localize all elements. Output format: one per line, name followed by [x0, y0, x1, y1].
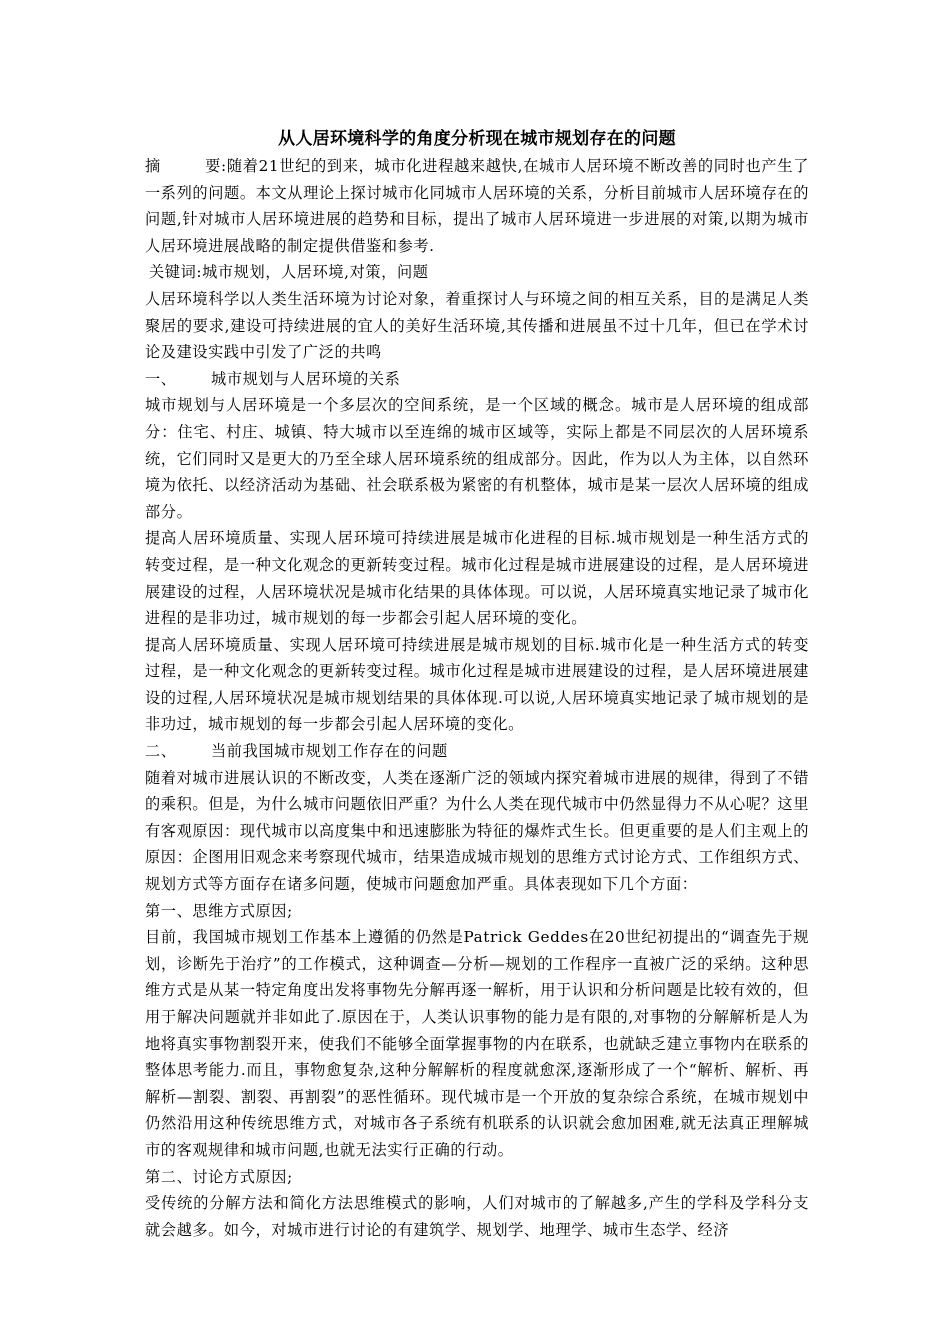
abstract-text: 随着21世纪的到来，城市化进程越来越快,在城市人居环境不断改善的同时也产生了一系列的问题。本文从理论上探讨城市化同城市人居环境的关系，分析目前城市人居环境存在的问题,针对城市人居环境进展的趋势和目标，提出了城市人居环境进一步进展的对策,以期为城市人居环境进展战略的制定提供借鉴和参考.: [145, 157, 809, 255]
subsection-2-heading: 第二、讨论方式原因;: [145, 1167, 293, 1186]
intro-paragraph: 人居环境科学以人类生活环境为讨论对象，着重探讨人与环境之间的相互关系，目的是满足人类聚居的要求,建设可持续进展的宜人的美好生活环境,其传播和进展虽不过十几年，但已在学术讨论及建设实践中引发了广泛的共鸣: [145, 289, 809, 362]
section-2-paragraph-1: 随着对城市进展认识的不断改变，人类在逐渐广泛的领域内探究着城市进展的规律，得到了不错的乘积。但是，为什么城市问题依旧严重？为什么人类在现代城市中仍然显得力不从心呢？这里有客观原因：现代城市以高度集中和迅速膨胀为特征的爆炸式生长。但更重要的是人们主观上的原因：企图用旧观念来考察现代城市，结果造成城市规划的思维方式讨论方式、工作组织方式、规划方式等方面存在诸多问题，使城市问题愈加严重。具体表现如下几个方面：: [145, 768, 809, 894]
section-1-number: 一、: [145, 369, 177, 388]
abstract-label: 摘: [145, 157, 161, 175]
subsection-1-heading: 第一、思维方式原因;: [145, 901, 293, 920]
section-1-title: 城市规划与人居环境的关系: [211, 369, 401, 388]
abstract-paragraph: [145, 153, 809, 259]
section-2-title: 当前我国城市规划工作存在的问题: [211, 742, 448, 761]
section-2-number: 二、: [145, 742, 177, 761]
section-2-heading: [145, 738, 809, 765]
section-1-paragraph-3: 提高人居环境质量、实现人居环境可持续进展是城市规划的目标.城市化是一种生活方式的转变过程，是一种文化观念的更新转变过程。城市化过程是城市进展建设的过程，是人居环境进展建设的过程,人居环境状况是城市规划结果的具体体现.可以说,人居环境真实地记录了城市规划的是非功过，城市规划的每一步都会引起人居环境的变化。: [145, 635, 809, 734]
abstract-label-suffix: 要:: [205, 157, 227, 175]
document-body: [145, 126, 809, 1243]
subsection-1-paragraph: 目前，我国城市规划工作基本上遵循的仍然是Patrick Geddes在20世纪初提出的“调查先于规划，诊断先于治疗”的工作模式，这种调查—分析—规划的工作程序一直被广泛的采纳。这种思维方式是从某一特定角度出发将事物先分解再逐一解析，用于认识和分析问题是比较有效的，但用于解决问题就并非如此了.原因在于，人类认识事物的能力是有限的,对事物的分解解析是人为地将真实事物割裂开来，使我们不能够全面掌握事物的内在联系，也就缺乏建立事物内在联系的整体思考能力.而且，事物愈复杂,这种分解解析的程度就愈深,逐渐形成了一个“解析、解析、再解析—割裂、割裂、再割裂”的恶性循环。现代城市是一个开放的复杂综合系统，在城市规划中仍然沿用这种传统思维方式，对城市各子系统有机联系的认识就会愈加困难,就无法真正理解城市的客观规律和城市问题,也就无法实行正确的行动。: [145, 928, 809, 1159]
section-1-heading: [145, 366, 809, 393]
keywords: 关键词:城市规划，人居环境,对策，问题: [149, 263, 429, 282]
section-1-paragraph-1: 城市规划与人居环境是一个多层次的空间系统，是一个区域的概念。城市是人居环境的组成部分：住宅、村庄、城镇、特大城市以至连绵的城市区域等，实际上都是不同层次的人居环境系统，它们同时又是更大的乃至全球人居环境系统的组成部分。因此，作为以人为主体，以自然环境为依托、以经济活动为基础、社会联系极为紧密的有机整体，城市是某一层次人居环境的组成部分。: [145, 396, 809, 521]
document-title: 从人居环境科学的角度分析现在城市规划存在的问题: [278, 129, 676, 149]
subsection-2-paragraph: 受传统的分解方法和简化方法思维模式的影响，人们对城市的了解越多,产生的学科及学科分支就会越多。如今，对城市进行讨论的有建筑学、规划学、地理学、城市生态学、经济: [145, 1194, 809, 1239]
section-1-paragraph-2: 提高人居环境质量、实现人居环境可持续进展是城市化进程的目标.城市规划是一种生活方式的转变过程，是一种文化观念的更新转变过程。城市化过程是城市进展建设的过程，是人居环境进展建设的过程，人居环境状况是城市化结果的具体体现。可以说，人居环境真实地记录了城市化进程的是非功过，城市规划的每一步都会引起人居环境的变化。: [145, 529, 809, 628]
